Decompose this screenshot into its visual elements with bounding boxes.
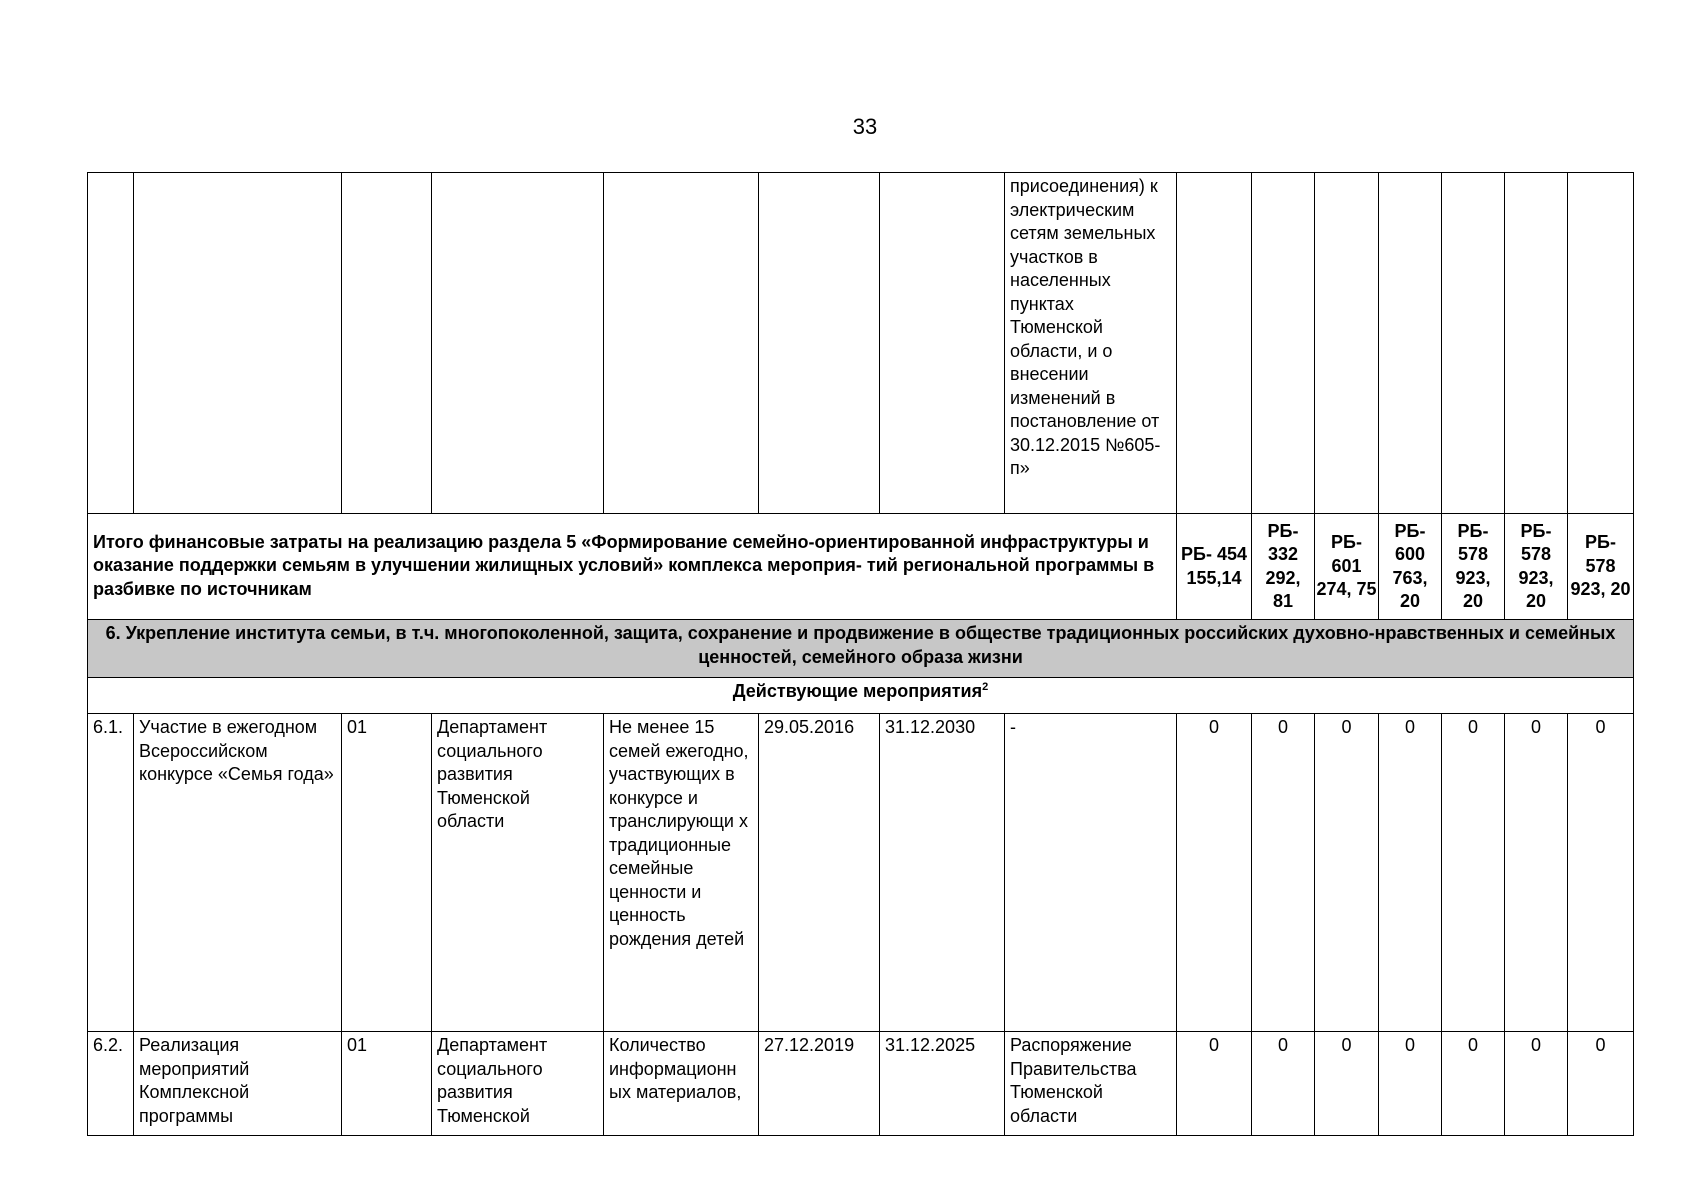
row-value: 0 <box>1505 714 1568 1032</box>
row-executor: Департамент социального развития Тюменской <box>432 1032 604 1136</box>
table-cell <box>1252 173 1315 514</box>
total-value: РБ- 578 923, 20 <box>1505 514 1568 620</box>
row-value: 0 <box>1177 1032 1252 1136</box>
row-value: 0 <box>1252 714 1315 1032</box>
row-number: 6.1. <box>88 714 134 1032</box>
row-value: 0 <box>1505 1032 1568 1136</box>
row-end-date: 31.12.2030 <box>880 714 1005 1032</box>
total-value: РБ- 600 763, 20 <box>1379 514 1442 620</box>
table-cell <box>1315 173 1379 514</box>
row-document: Распоряжение Правительства Тюменской области <box>1005 1032 1177 1136</box>
total-value: РБ- 454 155,14 <box>1177 514 1252 620</box>
total-label: Итого финансовые затраты на реализацию раздела 5 «Формирование семейно-ориентированной инфраструктуры и оказание поддержки семьям в улучшении жилищных условий» комплекса мероприя- тий региональной программы в разбивке по источникам <box>88 514 1177 620</box>
row-end-date: 31.12.2025 <box>880 1032 1005 1136</box>
table-cell <box>88 173 134 514</box>
subheading-row <box>88 678 1634 714</box>
row-value: 0 <box>1177 714 1252 1032</box>
row-value: 0 <box>1442 714 1505 1032</box>
row-value: 0 <box>1379 1032 1442 1136</box>
page-number: 33 <box>852 114 878 139</box>
row-value: 0 <box>1315 1032 1379 1136</box>
table-row <box>88 1032 1634 1136</box>
row-indicator: Количество информационн ых материалов, <box>604 1032 759 1136</box>
subheading-text: Действующие мероприятия <box>732 681 983 701</box>
total-value: РБ- 578 923, 20 <box>1442 514 1505 620</box>
row-value: 0 <box>1568 714 1634 1032</box>
row-value: 0 <box>1252 1032 1315 1136</box>
row-code: 01 <box>342 1032 432 1136</box>
row-name: Участие в ежегодном Всероссийском конкурсе «Семья года» <box>134 714 342 1032</box>
table-cell <box>432 173 604 514</box>
row-start-date: 27.12.2019 <box>759 1032 880 1136</box>
table-cell <box>604 173 759 514</box>
footnote-marker: 2 <box>982 681 989 693</box>
table-cell <box>880 173 1005 514</box>
row-value: 0 <box>1379 714 1442 1032</box>
total-value: РБ- 601 274, 75 <box>1315 514 1379 620</box>
row-start-date: 29.05.2016 <box>759 714 880 1032</box>
section-title: 6. Укрепление института семьи, в т.ч. многопоколенной, защита, сохранение и продвижение в обществе традиционных российских духовно-нравственных и семейных ценностей, семейного образа жизни <box>88 620 1634 678</box>
table-cell <box>1379 173 1442 514</box>
program-table <box>87 172 1634 1136</box>
row-name: Реализация мероприятий Комплексной программы <box>134 1032 342 1136</box>
table-cell <box>1177 173 1252 514</box>
section-heading-row <box>88 620 1634 678</box>
table-cell <box>134 173 342 514</box>
total-row <box>88 514 1634 620</box>
total-value: РБ- 578 923, 20 <box>1568 514 1634 620</box>
continuation-document-cell: присоединения) к электрическим сетям земельных участков в населенных пунктах Тюменской области, и о внесении изменений в постановление от 30.12.2015 №605-п» <box>1005 173 1177 514</box>
row-value: 0 <box>1442 1032 1505 1136</box>
table-cell <box>1505 173 1568 514</box>
table-cell <box>759 173 880 514</box>
table-row <box>88 173 1634 514</box>
row-code: 01 <box>342 714 432 1032</box>
total-value: РБ- 332 292, 81 <box>1252 514 1315 620</box>
table-row <box>88 714 1634 1032</box>
row-document: - <box>1005 714 1177 1032</box>
table-cell <box>1568 173 1634 514</box>
table-cell <box>342 173 432 514</box>
row-indicator: Не менее 15 семей ежегодно, участвующих в конкурсе и транслирующи х традиционные семейные ценности и ценность рождения детей <box>604 714 759 1032</box>
row-value: 0 <box>1568 1032 1634 1136</box>
subheading <box>88 678 1634 714</box>
table-cell <box>1442 173 1505 514</box>
row-value: 0 <box>1315 714 1379 1032</box>
row-executor: Департамент социального развития Тюменской области <box>432 714 604 1032</box>
row-number: 6.2. <box>88 1032 134 1136</box>
